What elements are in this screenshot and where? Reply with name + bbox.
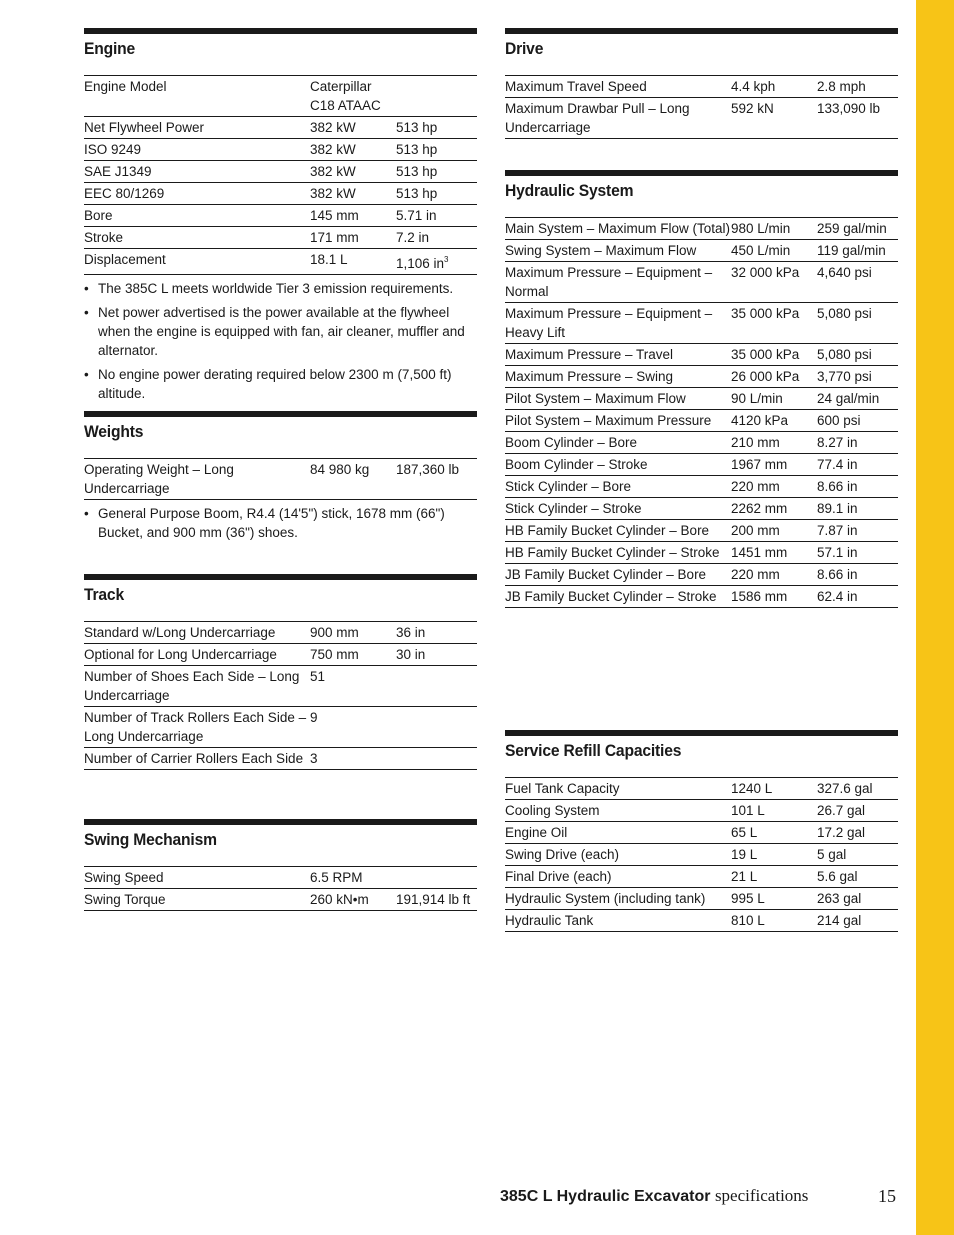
spec-value-imperial: 513 hp (396, 142, 438, 157)
section-title: Hydraulic System (505, 181, 634, 200)
spec-row (505, 498, 898, 520)
spec-value-imperial (396, 748, 477, 770)
spec-value-metric: 32 000 kPa (731, 265, 800, 280)
spec-row (505, 366, 898, 388)
spec-row (505, 454, 898, 476)
spec-value-metric: 84 980 kg (310, 462, 370, 477)
spec-value-metric: 995 L (731, 891, 765, 906)
spec-label: Displacement (84, 252, 166, 267)
spec-label: Swing Drive (each) (505, 847, 620, 862)
spec-value-imperial (396, 666, 477, 707)
spec-value-metric: Caterpillar C18 ATAAC (310, 79, 381, 113)
spec-label: Swing Speed (84, 870, 164, 885)
spec-label: Hydraulic System (including tank) (505, 891, 706, 906)
footer-suffix: specifications (714, 1186, 809, 1205)
spec-value-imperial: 191,914 lb ft (396, 892, 471, 907)
spec-label: Maximum Pressure – Swing (505, 369, 674, 384)
spec-value-metric: 4120 kPa (731, 413, 789, 428)
section-title: Swing Mechanism (84, 830, 217, 849)
track-table (84, 621, 477, 770)
spec-row (505, 98, 898, 139)
spec-label: JB Family Bucket Cylinder – Stroke (505, 589, 717, 604)
note-item: • The 385C L meets worldwide Tier 3 emission requirements. (84, 279, 477, 298)
spec-label: Pilot System – Maximum Pressure (505, 413, 712, 428)
superscript: 3 (444, 255, 449, 264)
spec-label: Maximum Pressure – Equipment – Normal (505, 265, 713, 299)
spec-row (505, 844, 898, 866)
spec-value-imperial: 133,090 lb (817, 101, 881, 116)
spec-row (505, 866, 898, 888)
spec-label: Boom Cylinder – Stroke (505, 457, 648, 472)
spec-value-imperial: 8.27 in (817, 435, 858, 450)
spec-value-metric: 3 (310, 751, 318, 766)
spec-value-metric: 210 mm (731, 435, 780, 450)
section-title: Engine (84, 39, 136, 58)
track-section (84, 574, 477, 770)
weights-table (84, 458, 477, 500)
spec-value-metric: 450 L/min (731, 243, 791, 258)
spec-value-metric: 26 000 kPa (731, 369, 800, 384)
spec-value-imperial: 4,640 psi (817, 265, 872, 280)
spec-value-imperial: 3,770 psi (817, 369, 872, 384)
spec-value-imperial: 8.66 in (817, 567, 858, 582)
spec-label: HB Family Bucket Cylinder – Bore (505, 523, 710, 538)
spec-value-imperial: 5,080 psi (817, 306, 872, 321)
spec-label: Stick Cylinder – Stroke (505, 501, 642, 516)
spec-row (84, 644, 477, 666)
spec-row (84, 707, 477, 748)
engine-notes (84, 279, 477, 403)
spec-value-imperial: 89.1 in (817, 501, 858, 516)
spec-row (505, 262, 898, 303)
spec-row (84, 76, 477, 117)
spec-label: HB Family Bucket Cylinder – Stroke (505, 545, 720, 560)
spec-row (505, 800, 898, 822)
spec-value-metric: 4.4 kph (731, 79, 776, 94)
spec-value-imperial: 8.66 in (817, 479, 858, 494)
spec-value-metric: 90 L/min (731, 391, 783, 406)
spec-label: Maximum Travel Speed (505, 79, 647, 94)
spec-row (84, 161, 477, 183)
note-item: • No engine power derating required below 2300 m (7,500 ft) altitude. (84, 365, 477, 403)
spec-value-imperial: 77.4 in (817, 457, 858, 472)
spec-label: SAE J1349 (84, 164, 152, 179)
spec-value-metric: 592 kN (731, 101, 774, 116)
spec-label: Swing System – Maximum Flow (505, 243, 697, 258)
section-title: Weights (84, 422, 144, 441)
page-number: 15 (878, 1186, 896, 1206)
spec-label: Optional for Long Undercarriage (84, 647, 277, 662)
spec-row (505, 240, 898, 262)
spec-row (505, 778, 898, 800)
spec-row (505, 910, 898, 932)
page-footer (500, 1186, 900, 1214)
drive-section (505, 28, 898, 139)
spec-label: Boom Cylinder – Bore (505, 435, 638, 450)
spec-value-metric: 35 000 kPa (731, 347, 800, 362)
spec-value-metric: 382 kW (310, 120, 356, 135)
spec-value-imperial: 62.4 in (817, 589, 858, 604)
spec-value-metric: 1967 mm (731, 457, 788, 472)
spec-label: Number of Carrier Rollers Each Side (84, 751, 304, 766)
spec-row (84, 666, 477, 707)
spec-value-imperial: 5.6 gal (817, 869, 858, 884)
spec-value-imperial: 1,106 $in^3$ (396, 255, 449, 271)
spec-value-metric: 6.5 RPM (310, 870, 363, 885)
note-item: • General Purpose Boom, R4.4 (14'5") stick, 1678 mm (66") Bucket, and 900 mm (36") shoes. (84, 504, 477, 542)
spec-value-metric: 220 mm (731, 567, 780, 582)
section-title: Drive (505, 39, 544, 58)
spec-value-metric: 171 mm (310, 230, 359, 245)
spec-row (84, 183, 477, 205)
spec-value-imperial: 327.6 gal (817, 781, 873, 796)
spec-label: Final Drive (each) (505, 869, 612, 884)
refill-table (505, 777, 898, 932)
swing-table (84, 866, 477, 911)
spec-value-metric: 1586 mm (731, 589, 788, 604)
spec-value-imperial: 5 gal (817, 847, 847, 862)
spec-value-imperial: 214 gal (817, 913, 862, 928)
spec-value-metric: 382 kW (310, 186, 356, 201)
spec-label: Engine Model (84, 79, 167, 94)
section-title: Track (84, 585, 124, 604)
spec-row (84, 748, 477, 770)
spec-value-imperial: 26.7 gal (817, 803, 866, 818)
spec-value-metric: 18.1 L (310, 252, 348, 267)
spec-row (505, 564, 898, 586)
spec-label: Swing Torque (84, 892, 166, 907)
spec-row (505, 344, 898, 366)
spec-value-imperial: 5.71 in (396, 208, 437, 223)
spec-row (505, 542, 898, 564)
spec-label: Net Flywheel Power (84, 120, 205, 135)
spec-label: Cooling System (505, 803, 600, 818)
spec-label: Stick Cylinder – Bore (505, 479, 632, 494)
spec-row (84, 867, 477, 889)
note-item: • Net power advertised is the power available at the flywheel when the engine is equipped with fan, air cleaner, muffler and alternator. (84, 303, 477, 360)
spec-value-metric: 51 (310, 669, 326, 684)
spec-value-metric: 220 mm (731, 479, 780, 494)
spec-value-imperial: 30 in (396, 647, 426, 662)
spec-value-imperial: 259 gal/min (817, 221, 887, 236)
engine-table (84, 75, 477, 275)
spec-value-metric: 1451 mm (731, 545, 788, 560)
spec-value-imperial: 7.2 in (396, 230, 430, 245)
spec-row (505, 586, 898, 608)
spec-value-metric: 382 kW (310, 142, 356, 157)
spec-row (505, 888, 898, 910)
spec-value-imperial: 119 gal/min (817, 243, 886, 258)
spec-value-metric: 980 L/min (731, 221, 791, 236)
spec-value-imperial: 513 hp (396, 186, 438, 201)
spec-value-imperial (396, 867, 477, 889)
spec-row (505, 520, 898, 542)
spec-value-metric: 810 L (731, 913, 765, 928)
spec-value-metric: 145 mm (310, 208, 359, 223)
spec-value-imperial: 57.1 in (817, 545, 858, 560)
spec-row (84, 889, 477, 911)
spec-value-imperial: 513 hp (396, 120, 438, 135)
spec-value-imperial: 36 in (396, 625, 426, 640)
footer-model: 385C L Hydraulic Excavator (500, 1188, 711, 1205)
spec-row (505, 822, 898, 844)
spec-label: Maximum Drawbar Pull – Long Undercarriage (505, 101, 690, 135)
spec-label: Main System – Maximum Flow (Total) (505, 221, 731, 236)
spec-row (84, 622, 477, 644)
hydraulic-table (505, 217, 898, 608)
spec-value-metric: 200 mm (731, 523, 780, 538)
spec-value-metric: 9 (310, 710, 318, 725)
spec-row (505, 218, 898, 240)
spec-value-metric: 1240 L (731, 781, 773, 796)
spec-value-imperial: 263 gal (817, 891, 862, 906)
spec-value-metric: 750 mm (310, 647, 359, 662)
section-title: Service Refill Capacities (505, 741, 682, 760)
accent-side-bar (916, 0, 954, 1235)
spec-value-imperial: 513 hp (396, 164, 438, 179)
spec-label: Maximum Pressure – Travel (505, 347, 674, 362)
spec-value-imperial: 600 psi (817, 413, 861, 428)
spec-row (505, 432, 898, 454)
weights-section (84, 411, 477, 547)
refill-section (505, 730, 898, 932)
spec-value-imperial: 5,080 psi (817, 347, 872, 362)
spec-label: Operating Weight – Long Undercarriage (84, 462, 234, 496)
spec-label: Stroke (84, 230, 124, 245)
spec-value-metric: 2262 mm (731, 501, 788, 516)
hydraulic-section (505, 170, 898, 608)
weights-notes (84, 504, 477, 542)
spec-value-metric: 65 L (731, 825, 758, 840)
spec-label: JB Family Bucket Cylinder – Bore (505, 567, 707, 582)
spec-value-imperial: 17.2 gal (817, 825, 866, 840)
spec-label: Standard w/Long Undercarriage (84, 625, 276, 640)
spec-value-metric: 21 L (731, 869, 758, 884)
spec-value-metric: 260 kN•m (310, 892, 369, 907)
spec-value-metric: 900 mm (310, 625, 359, 640)
spec-row (84, 117, 477, 139)
spec-value-metric: 35 000 kPa (731, 306, 800, 321)
spec-label: EEC 80/1269 (84, 186, 165, 201)
engine-section (84, 28, 477, 408)
spec-row (84, 139, 477, 161)
spec-label: Hydraulic Tank (505, 913, 594, 928)
spec-label: Number of Shoes Each Side – Long Undercarriage (84, 669, 300, 703)
spec-label: Bore (84, 208, 113, 223)
spec-value-metric: 101 L (731, 803, 765, 818)
spec-value-metric: 19 L (731, 847, 758, 862)
swing-section (84, 819, 477, 911)
spec-row (84, 227, 477, 249)
drive-table (505, 75, 898, 139)
spec-value-imperial: 7.87 in (817, 523, 858, 538)
spec-row (505, 76, 898, 98)
spec-label: Number of Track Rollers Each Side – Long Undercarriage (84, 710, 307, 744)
spec-value-imperial: 187,360 lb (396, 462, 460, 477)
spec-value-imperial (396, 76, 477, 117)
spec-value-imperial: 2.8 mph (817, 79, 866, 94)
spec-label: ISO 9249 (84, 142, 142, 157)
spec-label: Engine Oil (505, 825, 568, 840)
spec-value-imperial: 24 gal/min (817, 391, 880, 406)
spec-row (505, 476, 898, 498)
spec-row (505, 303, 898, 344)
spec-label: Pilot System – Maximum Flow (505, 391, 686, 406)
spec-row (84, 459, 477, 500)
spec-row (84, 205, 477, 227)
spec-row (84, 249, 477, 275)
spec-value-imperial (396, 707, 477, 748)
spec-label: Fuel Tank Capacity (505, 781, 620, 796)
spec-label: Maximum Pressure – Equipment – Heavy Lift (505, 306, 713, 340)
spec-value-metric: 382 kW (310, 164, 356, 179)
spec-row (505, 388, 898, 410)
spec-row (505, 410, 898, 432)
